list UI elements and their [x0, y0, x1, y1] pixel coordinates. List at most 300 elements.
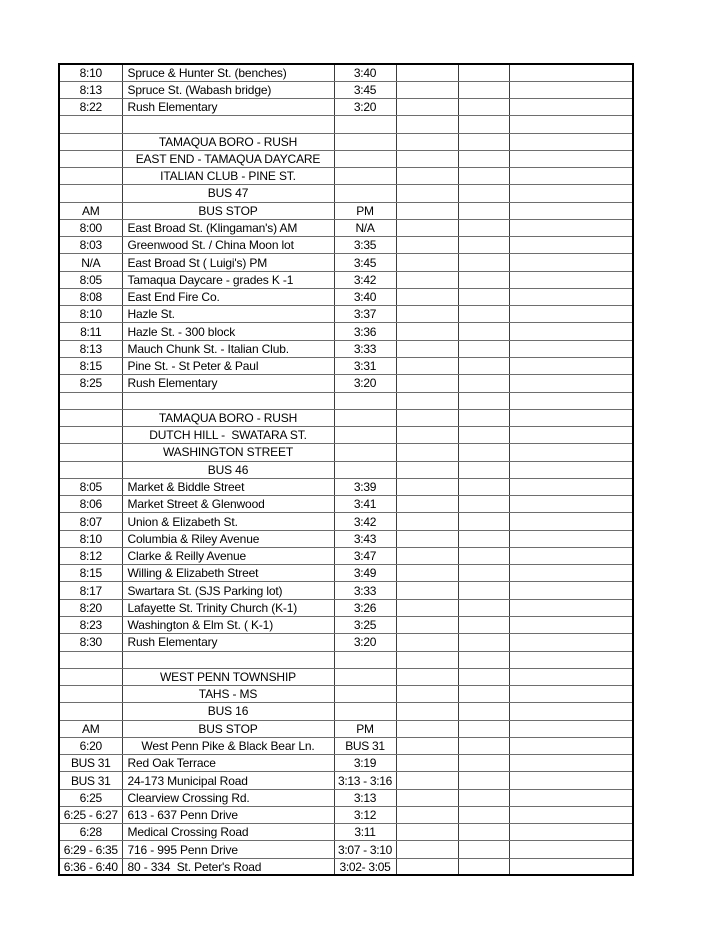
- schedule-row: [59, 737, 633, 754]
- empty-cell: [509, 634, 633, 651]
- empty-cell: [458, 634, 509, 651]
- schedule-row: [59, 358, 633, 375]
- pm-time-cell: [334, 427, 396, 444]
- empty-cell: [396, 375, 458, 392]
- empty-cell: [509, 530, 633, 547]
- schedule-row: [59, 323, 633, 340]
- empty-cell: [509, 841, 633, 858]
- pm-time-cell: [334, 668, 396, 685]
- schedule-row: [59, 271, 633, 288]
- empty-cell: [509, 755, 633, 772]
- am-time-cell: [59, 392, 122, 409]
- empty-cell: [396, 340, 458, 357]
- bus-stop-cell: BUS STOP: [122, 720, 334, 737]
- am-time-cell: 8:13: [59, 81, 122, 98]
- am-time-cell: 8:20: [59, 599, 122, 616]
- schedule-row: [59, 202, 633, 219]
- schedule-row: [59, 496, 633, 513]
- bus-stop-cell: Hazle St.: [122, 306, 334, 323]
- empty-cell: [458, 565, 509, 582]
- empty-cell: [509, 358, 633, 375]
- am-time-cell: 8:00: [59, 219, 122, 236]
- schedule-row: [59, 720, 633, 737]
- empty-cell: [509, 582, 633, 599]
- empty-cell: [458, 99, 509, 116]
- schedule-row: [59, 219, 633, 236]
- empty-cell: [509, 375, 633, 392]
- schedule-row: [59, 478, 633, 495]
- empty-cell: [509, 202, 633, 219]
- bus-stop-cell: Clarke & Reilly Avenue: [122, 547, 334, 564]
- empty-cell: [396, 461, 458, 478]
- am-time-cell: BUS 31: [59, 772, 122, 789]
- pm-time-cell: 3:11: [334, 824, 396, 841]
- empty-cell: [396, 64, 458, 81]
- pm-time-cell: BUS 31: [334, 737, 396, 754]
- bus-schedule-table: [58, 63, 634, 876]
- empty-cell: [509, 340, 633, 357]
- am-time-cell: [59, 133, 122, 150]
- pm-time-cell: PM: [334, 720, 396, 737]
- pm-time-cell: [334, 444, 396, 461]
- empty-cell: [396, 323, 458, 340]
- empty-cell: [396, 720, 458, 737]
- empty-cell: [509, 254, 633, 271]
- pm-time-cell: 3:25: [334, 617, 396, 634]
- bus-stop-cell: Spruce St. (Wabash bridge): [122, 81, 334, 98]
- bus-stop-cell: Clearview Crossing Rd.: [122, 789, 334, 806]
- empty-cell: [458, 271, 509, 288]
- pm-time-cell: 3:07 - 3:10: [334, 841, 396, 858]
- empty-cell: [509, 789, 633, 806]
- schedule-rows: [59, 64, 633, 875]
- am-time-cell: AM: [59, 202, 122, 219]
- empty-cell: [458, 755, 509, 772]
- pm-time-cell: 3:13 - 3:16: [334, 772, 396, 789]
- pm-time-cell: 3:33: [334, 340, 396, 357]
- bus-stop-cell: Mauch Chunk St. - Italian Club.: [122, 340, 334, 357]
- am-time-cell: 8:22: [59, 99, 122, 116]
- schedule-row: [59, 375, 633, 392]
- empty-cell: [509, 478, 633, 495]
- empty-cell: [509, 237, 633, 254]
- empty-cell: [396, 358, 458, 375]
- empty-cell: [396, 565, 458, 582]
- empty-cell: [458, 461, 509, 478]
- empty-cell: [396, 219, 458, 236]
- empty-cell: [509, 599, 633, 616]
- schedule-row: [59, 168, 633, 185]
- pm-time-cell: 3:35: [334, 237, 396, 254]
- schedule-row: [59, 703, 633, 720]
- empty-cell: [396, 133, 458, 150]
- am-time-cell: [59, 185, 122, 202]
- am-time-cell: [59, 409, 122, 426]
- empty-cell: [458, 288, 509, 305]
- bus-stop-cell: Pine St. - St Peter & Paul: [122, 358, 334, 375]
- schedule-row: [59, 841, 633, 858]
- empty-cell: [509, 547, 633, 564]
- schedule-row: [59, 547, 633, 564]
- am-time-cell: 8:06: [59, 496, 122, 513]
- empty-cell: [509, 271, 633, 288]
- bus-stop-cell: BUS 16: [122, 703, 334, 720]
- schedule-row: [59, 237, 633, 254]
- am-time-cell: [59, 150, 122, 167]
- empty-cell: [458, 772, 509, 789]
- empty-cell: [509, 565, 633, 582]
- empty-cell: [458, 858, 509, 875]
- empty-cell: [509, 858, 633, 875]
- empty-cell: [396, 686, 458, 703]
- pm-time-cell: 3:20: [334, 375, 396, 392]
- schedule-row: [59, 582, 633, 599]
- bus-stop-cell: BUS 47: [122, 185, 334, 202]
- empty-cell: [396, 478, 458, 495]
- empty-cell: [396, 668, 458, 685]
- empty-cell: [509, 806, 633, 823]
- pm-time-cell: 3:42: [334, 513, 396, 530]
- empty-cell: [396, 789, 458, 806]
- am-time-cell: BUS 31: [59, 755, 122, 772]
- empty-cell: [509, 496, 633, 513]
- empty-cell: [509, 306, 633, 323]
- schedule-row: [59, 634, 633, 651]
- am-time-cell: 8:05: [59, 271, 122, 288]
- bus-stop-cell: ITALIAN CLUB - PINE ST.: [122, 168, 334, 185]
- bus-stop-cell: Swartara St. (SJS Parking lot): [122, 582, 334, 599]
- bus-stop-cell: Medical Crossing Road: [122, 824, 334, 841]
- empty-cell: [396, 288, 458, 305]
- empty-cell: [458, 737, 509, 754]
- empty-cell: [458, 64, 509, 81]
- empty-cell: [396, 755, 458, 772]
- empty-cell: [396, 237, 458, 254]
- bus-stop-cell: [122, 116, 334, 133]
- pm-time-cell: [334, 168, 396, 185]
- pm-time-cell: 3:19: [334, 755, 396, 772]
- bus-stop-cell: 80 - 334 St. Peter's Road: [122, 858, 334, 875]
- empty-cell: [396, 582, 458, 599]
- bus-stop-cell: Market Street & Glenwood: [122, 496, 334, 513]
- bus-stop-cell: 716 - 995 Penn Drive: [122, 841, 334, 858]
- schedule-row: [59, 772, 633, 789]
- pm-time-cell: [334, 651, 396, 668]
- empty-cell: [396, 513, 458, 530]
- bus-stop-cell: TAHS - MS: [122, 686, 334, 703]
- pm-time-cell: 3:39: [334, 478, 396, 495]
- empty-cell: [458, 427, 509, 444]
- bus-stop-cell: [122, 392, 334, 409]
- schedule-row: [59, 150, 633, 167]
- empty-cell: [509, 392, 633, 409]
- pm-time-cell: 3:45: [334, 81, 396, 98]
- empty-cell: [458, 116, 509, 133]
- schedule-row: [59, 565, 633, 582]
- empty-cell: [458, 599, 509, 616]
- empty-cell: [458, 254, 509, 271]
- bus-stop-cell: Red Oak Terrace: [122, 755, 334, 772]
- schedule-row: [59, 617, 633, 634]
- empty-cell: [458, 651, 509, 668]
- pm-time-cell: PM: [334, 202, 396, 219]
- empty-cell: [509, 150, 633, 167]
- bus-stop-cell: 24-173 Municipal Road: [122, 772, 334, 789]
- pm-time-cell: [334, 133, 396, 150]
- pm-time-cell: [334, 116, 396, 133]
- empty-cell: [509, 686, 633, 703]
- empty-cell: [396, 185, 458, 202]
- am-time-cell: 8:05: [59, 478, 122, 495]
- empty-cell: [458, 582, 509, 599]
- pm-time-cell: [334, 686, 396, 703]
- empty-cell: [458, 392, 509, 409]
- empty-cell: [458, 496, 509, 513]
- bus-stop-cell: Spruce & Hunter St. (benches): [122, 64, 334, 81]
- schedule-row: [59, 254, 633, 271]
- bus-stop-cell: Washington & Elm St. ( K-1): [122, 617, 334, 634]
- am-time-cell: 8:08: [59, 288, 122, 305]
- am-time-cell: [59, 116, 122, 133]
- empty-cell: [396, 599, 458, 616]
- schedule-row: [59, 668, 633, 685]
- bus-stop-cell: Market & Biddle Street: [122, 478, 334, 495]
- schedule-row: [59, 409, 633, 426]
- bus-stop-cell: East Broad St. (Klingaman's) AM: [122, 219, 334, 236]
- am-time-cell: 8:10: [59, 530, 122, 547]
- pm-time-cell: 3:31: [334, 358, 396, 375]
- empty-cell: [509, 617, 633, 634]
- schedule-row: [59, 288, 633, 305]
- am-time-cell: 6:36 - 6:40: [59, 858, 122, 875]
- empty-cell: [458, 237, 509, 254]
- am-time-cell: 6:20: [59, 737, 122, 754]
- empty-cell: [509, 409, 633, 426]
- empty-cell: [458, 806, 509, 823]
- empty-cell: [396, 168, 458, 185]
- schedule-row: [59, 686, 633, 703]
- bus-stop-cell: BUS 46: [122, 461, 334, 478]
- schedule-row: [59, 444, 633, 461]
- empty-cell: [458, 513, 509, 530]
- bus-stop-cell: West Penn Pike & Black Bear Ln.: [122, 737, 334, 754]
- empty-cell: [509, 219, 633, 236]
- am-time-cell: 6:25: [59, 789, 122, 806]
- pm-time-cell: 3:47: [334, 547, 396, 564]
- empty-cell: [396, 703, 458, 720]
- empty-cell: [458, 617, 509, 634]
- bus-stop-cell: Rush Elementary: [122, 99, 334, 116]
- empty-cell: [458, 306, 509, 323]
- empty-cell: [509, 64, 633, 81]
- schedule-row: [59, 651, 633, 668]
- pm-time-cell: [334, 461, 396, 478]
- schedule-row: [59, 530, 633, 547]
- schedule-row: [59, 806, 633, 823]
- am-time-cell: [59, 703, 122, 720]
- empty-cell: [396, 150, 458, 167]
- empty-cell: [458, 202, 509, 219]
- empty-cell: [509, 461, 633, 478]
- pm-time-cell: 3:42: [334, 271, 396, 288]
- empty-cell: [396, 271, 458, 288]
- am-time-cell: [59, 427, 122, 444]
- pm-time-cell: 3:26: [334, 599, 396, 616]
- bus-stop-cell: 613 - 637 Penn Drive: [122, 806, 334, 823]
- schedule-row: [59, 133, 633, 150]
- bus-stop-cell: Willing & Elizabeth Street: [122, 565, 334, 582]
- schedule-row: [59, 81, 633, 98]
- schedule-row: [59, 789, 633, 806]
- am-time-cell: 8:15: [59, 565, 122, 582]
- empty-cell: [396, 617, 458, 634]
- empty-cell: [396, 737, 458, 754]
- am-time-cell: [59, 651, 122, 668]
- schedule-row: [59, 513, 633, 530]
- empty-cell: [458, 789, 509, 806]
- bus-stop-cell: Rush Elementary: [122, 375, 334, 392]
- pm-time-cell: N/A: [334, 219, 396, 236]
- pm-time-cell: [334, 150, 396, 167]
- empty-cell: [509, 81, 633, 98]
- pm-time-cell: 3:33: [334, 582, 396, 599]
- empty-cell: [509, 185, 633, 202]
- empty-cell: [396, 824, 458, 841]
- am-time-cell: 6:25 - 6:27: [59, 806, 122, 823]
- am-time-cell: 8:10: [59, 306, 122, 323]
- bus-stop-cell: Tamaqua Daycare - grades K -1: [122, 271, 334, 288]
- am-time-cell: 8:30: [59, 634, 122, 651]
- am-time-cell: N/A: [59, 254, 122, 271]
- pm-time-cell: 3:40: [334, 288, 396, 305]
- empty-cell: [458, 720, 509, 737]
- empty-cell: [458, 478, 509, 495]
- pm-time-cell: [334, 185, 396, 202]
- schedule-row: [59, 340, 633, 357]
- pm-time-cell: 3:20: [334, 634, 396, 651]
- schedule-row: [59, 599, 633, 616]
- empty-cell: [509, 668, 633, 685]
- bus-stop-cell: Union & Elizabeth St.: [122, 513, 334, 530]
- bus-stop-cell: TAMAQUA BORO - RUSH: [122, 409, 334, 426]
- empty-cell: [396, 806, 458, 823]
- am-time-cell: 8:25: [59, 375, 122, 392]
- bus-stop-cell: Columbia & Riley Avenue: [122, 530, 334, 547]
- pm-time-cell: 3:49: [334, 565, 396, 582]
- schedule-row: [59, 185, 633, 202]
- empty-cell: [396, 634, 458, 651]
- empty-cell: [396, 444, 458, 461]
- empty-cell: [396, 772, 458, 789]
- empty-cell: [509, 323, 633, 340]
- empty-cell: [509, 288, 633, 305]
- empty-cell: [509, 444, 633, 461]
- am-time-cell: 6:28: [59, 824, 122, 841]
- am-time-cell: 8:12: [59, 547, 122, 564]
- pm-time-cell: 3:43: [334, 530, 396, 547]
- empty-cell: [509, 133, 633, 150]
- am-time-cell: 8:10: [59, 64, 122, 81]
- bus-stop-cell: TAMAQUA BORO - RUSH: [122, 133, 334, 150]
- am-time-cell: 8:13: [59, 340, 122, 357]
- pm-time-cell: 3:12: [334, 806, 396, 823]
- schedule-row: [59, 64, 633, 81]
- empty-cell: [396, 254, 458, 271]
- bus-stop-cell: WEST PENN TOWNSHIP: [122, 668, 334, 685]
- schedule-row: [59, 392, 633, 409]
- empty-cell: [458, 547, 509, 564]
- empty-cell: [458, 150, 509, 167]
- empty-cell: [396, 427, 458, 444]
- bus-stop-cell: DUTCH HILL - SWATARA ST.: [122, 427, 334, 444]
- am-time-cell: 8:15: [59, 358, 122, 375]
- pm-time-cell: 3:20: [334, 99, 396, 116]
- pm-time-cell: 3:45: [334, 254, 396, 271]
- empty-cell: [458, 323, 509, 340]
- empty-cell: [458, 133, 509, 150]
- empty-cell: [396, 530, 458, 547]
- empty-cell: [509, 427, 633, 444]
- empty-cell: [396, 841, 458, 858]
- bus-stop-cell: BUS STOP: [122, 202, 334, 219]
- empty-cell: [458, 444, 509, 461]
- empty-cell: [509, 772, 633, 789]
- empty-cell: [509, 720, 633, 737]
- empty-cell: [509, 737, 633, 754]
- empty-cell: [396, 496, 458, 513]
- empty-cell: [396, 547, 458, 564]
- pm-time-cell: 3:02- 3:05: [334, 858, 396, 875]
- empty-cell: [458, 185, 509, 202]
- am-time-cell: [59, 168, 122, 185]
- empty-cell: [458, 81, 509, 98]
- empty-cell: [458, 824, 509, 841]
- empty-cell: [458, 668, 509, 685]
- bus-stop-cell: East Broad St ( Luigi's) PM: [122, 254, 334, 271]
- empty-cell: [509, 824, 633, 841]
- empty-cell: [458, 409, 509, 426]
- empty-cell: [509, 116, 633, 133]
- empty-cell: [509, 651, 633, 668]
- bus-stop-cell: East End Fire Co.: [122, 288, 334, 305]
- schedule-row: [59, 858, 633, 875]
- schedule-row: [59, 824, 633, 841]
- empty-cell: [458, 530, 509, 547]
- pm-time-cell: [334, 392, 396, 409]
- empty-cell: [458, 375, 509, 392]
- am-time-cell: [59, 686, 122, 703]
- empty-cell: [396, 392, 458, 409]
- schedule-row: [59, 427, 633, 444]
- empty-cell: [396, 99, 458, 116]
- empty-cell: [458, 841, 509, 858]
- bus-stop-cell: Rush Elementary: [122, 634, 334, 651]
- am-time-cell: 6:29 - 6:35: [59, 841, 122, 858]
- empty-cell: [458, 168, 509, 185]
- schedule-row: [59, 306, 633, 323]
- am-time-cell: [59, 668, 122, 685]
- bus-stop-cell: WASHINGTON STREET: [122, 444, 334, 461]
- bus-stop-cell: EAST END - TAMAQUA DAYCARE: [122, 150, 334, 167]
- pm-time-cell: 3:37: [334, 306, 396, 323]
- empty-cell: [458, 686, 509, 703]
- empty-cell: [509, 703, 633, 720]
- empty-cell: [396, 81, 458, 98]
- bus-stop-cell: Lafayette St. Trinity Church (K-1): [122, 599, 334, 616]
- schedule-row: [59, 461, 633, 478]
- empty-cell: [458, 219, 509, 236]
- empty-cell: [458, 703, 509, 720]
